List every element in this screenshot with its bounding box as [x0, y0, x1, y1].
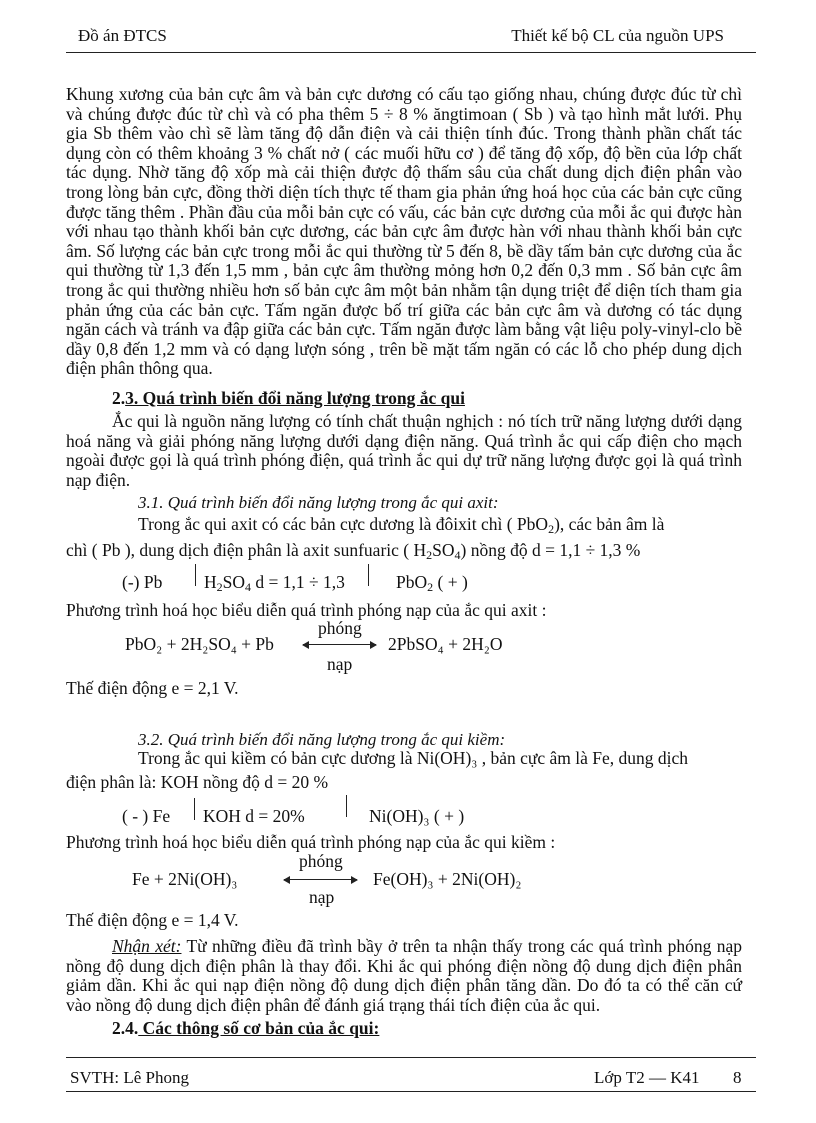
- acid-eq-intro: Phương trình hoá học biểu diễn quá trình phóng nạp của ắc qui axit :: [66, 600, 547, 620]
- acid-cell-mid-c: d = 1,1 ÷ 1,3: [251, 572, 345, 592]
- section-heading-2-3: [112, 388, 465, 409]
- acid-line-1-text: Trong ắc qui axit có các bản cực dương là đôixit chì ( PbO: [138, 514, 549, 534]
- remark-paragraph: [66, 937, 742, 1015]
- remark-label: Nhận xét:: [112, 936, 182, 956]
- section-number: 2.: [112, 388, 126, 408]
- subsection-title-3-2: 3.2. Quá trình biến đổi năng lượng trong ắc qui kiềm:: [138, 730, 506, 749]
- acid-line-2c: ) nồng độ d = 1,1 ÷ 1,3 %: [460, 540, 641, 560]
- acid-cell-right-sub: 2: [427, 580, 434, 594]
- alkaline-eq-left: Fe + 2Ni(OH)₃: [132, 869, 238, 889]
- footer-student: SVTH: Lê Phong: [70, 1068, 189, 1087]
- alkaline-eq-double-arrow: [284, 879, 357, 880]
- acid-cell-mid: [204, 572, 345, 595]
- footer-page-number: 8: [733, 1068, 742, 1087]
- acid-cell-mid-sub1: 2: [216, 580, 223, 594]
- acid-cell-right-a: PbO: [396, 572, 428, 592]
- footer-class: Lớp T2 — K41: [594, 1068, 700, 1087]
- alkaline-eq-discharge-label: phóng: [299, 851, 343, 871]
- alkaline-cell-separator-2: [346, 795, 347, 817]
- remark-text: Từ những điều đã trình bầy ở trên ta nhận thấy trong các quá trình phóng nạp nồng độ dung dịch điện phân là thay đổi. Khi ắc qui phóng điện nồng độ dung dịch điện phân giảm dần. Khi ắc qui nạp điện nồng độ dung dịch điện phân tăng dần. Do đó ta có thể căn cứ vào nồng độ dung dịch điện phân để đánh giá trạng thái tích điện của ắc qui.: [66, 936, 742, 1015]
- acid-cell-right-b: ( + ): [433, 572, 468, 592]
- header-rule: [66, 52, 756, 53]
- section-title: Các thông số cơ bản của ắc qui:: [138, 1018, 380, 1038]
- alkaline-cell-mid: KOH d = 20%: [203, 806, 305, 826]
- acid-cell-left: (-) Pb: [122, 572, 163, 592]
- section-number: 2.4.: [112, 1018, 139, 1038]
- acid-eq-left: PbO₂ + 2H₂SO₄ + Pb: [125, 634, 274, 654]
- acid-line-2a: chì ( Pb ), dung dịch điện phân là axit sunfuaric ( H: [66, 540, 427, 560]
- acid-eq-double-arrow: [303, 644, 376, 645]
- acid-line-2: [66, 540, 640, 563]
- section-title: 3. Quá trình biến đổi năng lượng trong ắc qui: [125, 388, 465, 408]
- alkaline-cell-right: Ni(OH)₃ ( + ): [369, 806, 465, 826]
- footer-rule-top: [66, 1057, 756, 1058]
- acid-cell-right: [396, 572, 468, 595]
- acid-line-1-end: ), các bản âm là: [554, 514, 665, 534]
- alkaline-line-2: điện phân là: KOH nồng độ d = 20 %: [66, 772, 329, 792]
- acid-line-1: [138, 514, 664, 537]
- header-left: Đồ án ĐTCS: [78, 26, 167, 45]
- acid-line-2-sub2: 4: [454, 548, 461, 562]
- header-right: Thiết kế bộ CL của nguồn UPS: [511, 26, 724, 45]
- acid-line-2b: SO: [432, 540, 455, 560]
- alkaline-eq-right: Fe(OH)₃ + 2Ni(OH)₂: [373, 869, 522, 889]
- acid-line-1-sub: 2: [548, 522, 555, 536]
- alkaline-cell-left: ( - ) Fe: [122, 806, 171, 826]
- acid-cell-mid-a: H: [204, 572, 217, 592]
- acid-cell-separator-1: [195, 564, 196, 586]
- alkaline-cell-separator-1: [194, 798, 195, 820]
- paragraph-bulk: Khung xương của bản cực âm và bản cực dương có cấu tạo giống nhau, chúng được đúc từ chì và chúng được đúc từ chì và có pha thêm 5 ÷ 8 % ăngtimoan ( Sb ) và tạo hình mắt lưới. Phụ gia Sb thêm vào chì sẽ làm tăng độ dẫn điện và cải thiện tính đúc. Trong thành phần chất tác dụng còn có thêm khoảng 3 % chất nở ( các muối hữu cơ ) để tăng độ xốp, độ bền của lớp chất tác dụng. Nhờ tăng độ xốp mà cải thiện được độ thấm sâu của chất dung dịch điện phân vào trong lòng bản cực, đồng thời diện tích thực tế tham gia phản ứng hoá học của các bản cực cũng được tăng thêm . Phần đầu của mỗi bản cực có vấu, các bản cực dương của mỗi ắc qui được hàn với nhau tạo thành khối bản cực dương, các bản cực âm được hàn với nhau thành khối bản cực âm. Số lượng các bản cực trong mỗi ắc qui thường từ 5 đến 8, bề dầy tấm bản cực dương của ắc qui thường từ 1,3 đến 1,5 mm , bản cực âm thường mỏng hơn 0,2 đến 0,3 mm . Số bản cực âm trong ắc qui thường nhiều hơn số bản cực âm một bản nhằm tận dụng triệt để diện tích tham gia phản ứng của các bản cực. Tấm ngăn được bố trí giữa các bản cực âm và dương có tác dụng ngăn cách và tránh va đập giữa các bản cực. Tấm ngăn được làm bằng vật liệu poly-vinyl-clo bề dầy 0,8 đến 1,2 mm và có dạng lượn sóng , trên bề mặt tấm ngăn có các lỗ cho phép dung dịch điện phân thông qua.: [66, 84, 742, 379]
- footer-rule-bottom: [66, 1091, 756, 1092]
- acid-cell-mid-sub2: 4: [245, 580, 252, 594]
- acid-eq-charge-label: nạp: [327, 654, 353, 674]
- acid-cell-separator-2: [368, 564, 369, 586]
- acid-line-2-sub1: 2: [426, 548, 433, 562]
- acid-cell-mid-b: SO: [222, 572, 246, 592]
- alkaline-emf: Thế điện động e = 1,4 V.: [66, 910, 239, 930]
- subsection-title-3-1: 3.1. Quá trình biến đổi năng lượng trong ắc qui axit:: [138, 493, 499, 512]
- alkaline-eq-intro: Phương trình hoá học biểu diễn quá trình phóng nạp của ắc qui kiềm :: [66, 832, 556, 852]
- alkaline-eq-charge-label: nạp: [309, 887, 335, 907]
- alkaline-line-1: Trong ắc qui kiềm có bản cực dương là Ni(OH)₃ , bản cực âm là Fe, dung dịch: [138, 748, 689, 768]
- acid-emf: Thế điện động e = 2,1 V.: [66, 678, 239, 698]
- paragraph-energy-conversion: Ắc qui là nguồn năng lượng có tính chất thuận nghịch : nó tích trữ năng lượng dưới dạng hoá năng và giải phóng năng lượng dưới dạng điện năng. Quá trình ắc qui cấp điện cho mạch ngoài được gọi là quá trình phóng điện, quá trình ắc qui dự trữ năng lượng được gọi là quá trình nạp điện.: [66, 411, 742, 490]
- acid-eq-right: 2PbSO₄ + 2H₂O: [388, 634, 503, 654]
- acid-eq-discharge-label: phóng: [318, 618, 362, 638]
- section-heading-2-4: [112, 1018, 379, 1039]
